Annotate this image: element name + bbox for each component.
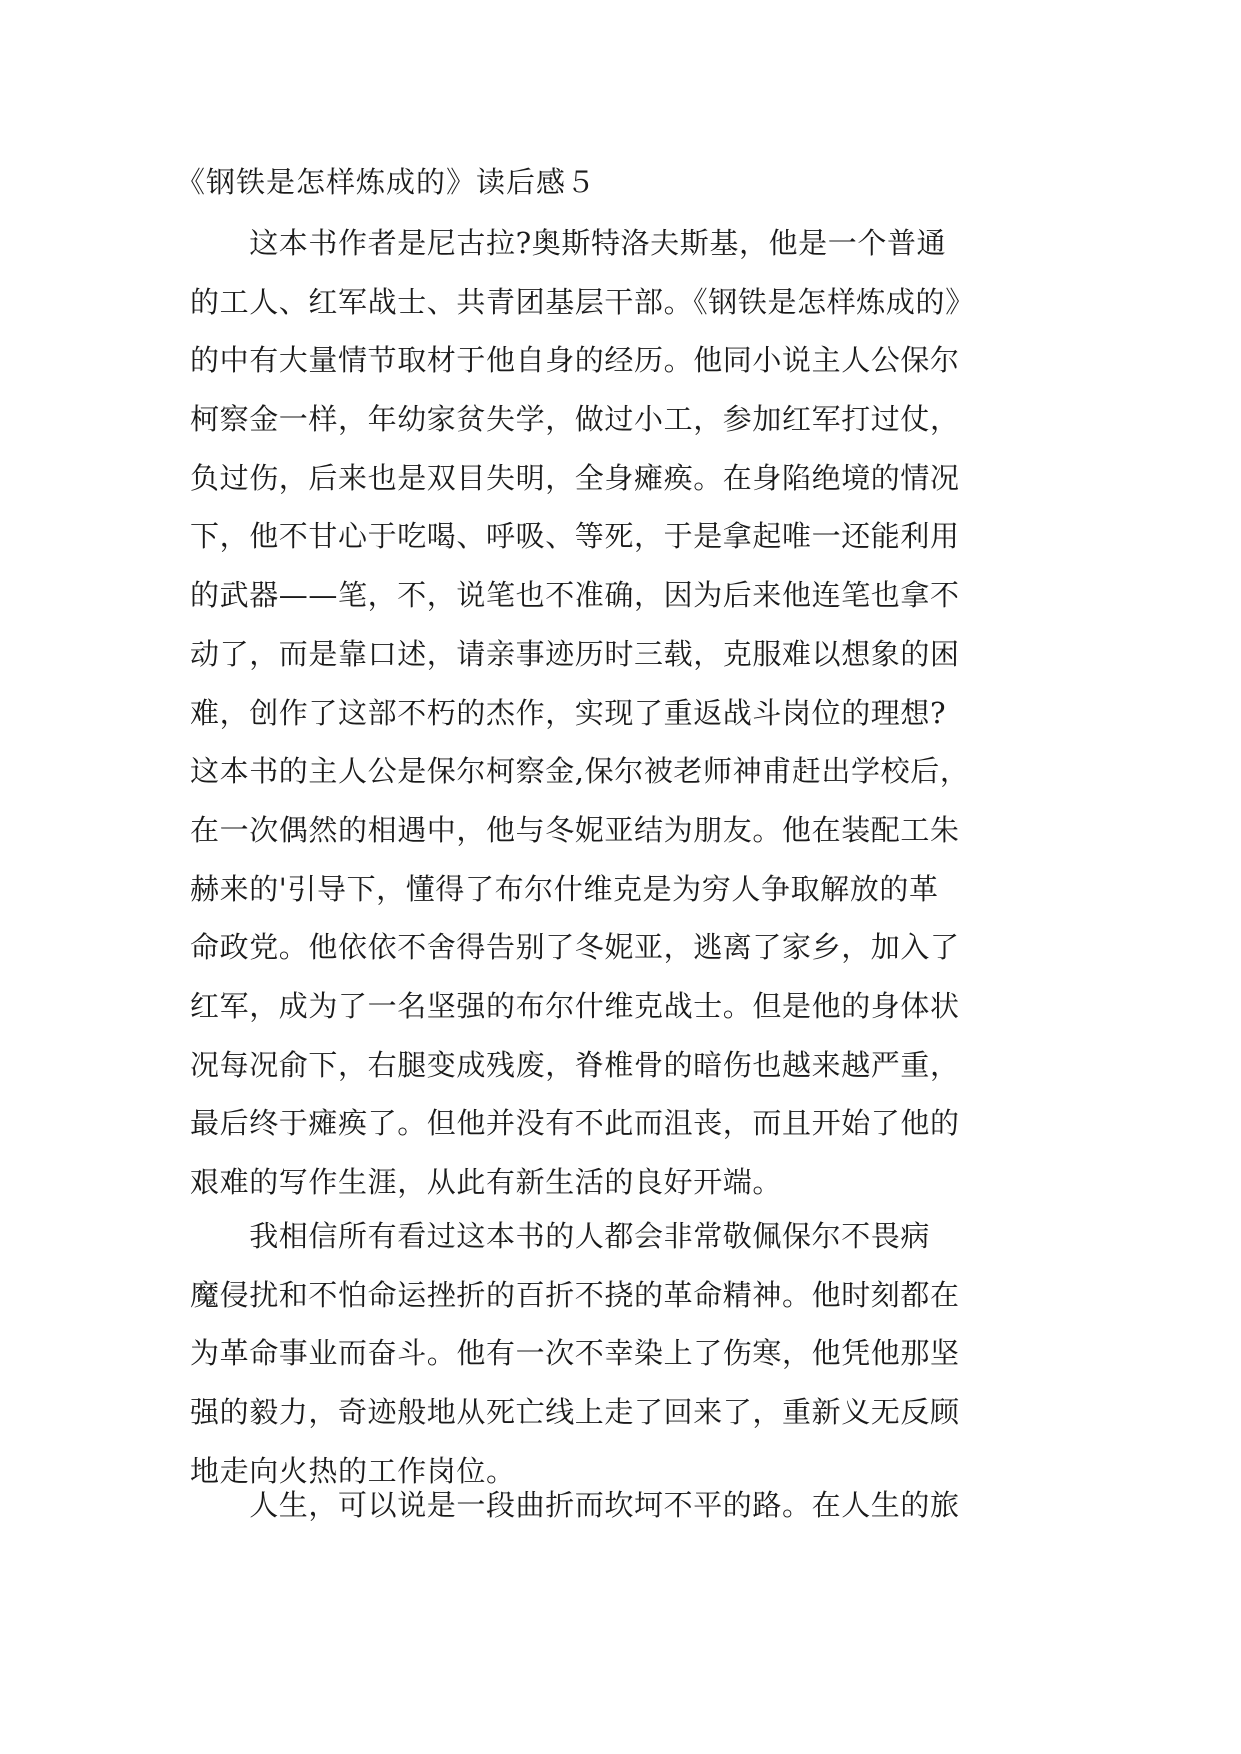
text-line: 的中有大量情节取材于他自身的经历。他同小说主人公保尔: [190, 343, 960, 378]
text-line: 命政党。他依依不舍得告别了冬妮亚，逃离了家乡，加入了: [190, 930, 960, 965]
text-line: 况每况俞下，右腿变成残废，脊椎骨的暗伤也越来越严重，: [190, 1047, 960, 1082]
text-line: 的工人、红军战士、共青团基层干部。《钢铁是怎样炼成的》: [190, 284, 975, 319]
text-line: 地走向火热的工作岗位。: [190, 1453, 516, 1488]
text-line: 赫来的'引导下，懂得了布尔什维克是为穷人争取解放的革: [190, 871, 939, 906]
text-line: 最后终于瘫痪了。但他并没有不此而沮丧，而且开始了他的: [190, 1106, 960, 1141]
paragraph-2: [190, 1207, 1070, 1500]
text-line: 柯察金一样，年幼家贫失学，做过小工，参加红军打过仗，: [190, 402, 960, 437]
text-line: 为革命事业而奋斗。他有一次不幸染上了伤寒，他凭他那坚: [190, 1336, 960, 1371]
text-line: 负过伤，后来也是双目失明，全身瘫痪。在身陷绝境的情况: [190, 460, 960, 495]
text-line: 人生，可以说是一段曲折而坎坷不平的路。在人生的旅: [190, 1488, 960, 1522]
text-line: 的武器——笔，不，说笔也不准确，因为后来他连笔也拿不: [190, 578, 960, 613]
text-line: 在一次偶然的相遇中，他与冬妮亚结为朋友。他在装配工朱: [190, 812, 960, 847]
text-line: 强的毅力，奇迹般地从死亡线上走了回来了，重新义无反顾: [190, 1395, 960, 1430]
text-line: 这本书作者是尼古拉?奥斯特洛夫斯基，他是一个普通: [190, 226, 947, 260]
paragraph-1: [190, 214, 1070, 1212]
text-line: 下，他不甘心于吃喝、呼吸、等死，于是拿起唯一还能利用: [190, 519, 960, 554]
text-line: 难，创作了这部不朽的杰作，实现了重返战斗岗位的理想?: [190, 695, 947, 730]
paragraph-3: [190, 1476, 1070, 1535]
text-line: 魔侵扰和不怕命运挫折的百折不挠的革命精神。他时刻都在: [190, 1277, 960, 1312]
text-line: 这本书的主人公是保尔柯察金,保尔被老师神甫赶出学校后，: [190, 754, 970, 789]
text-line: 我相信所有看过这本书的人都会非常敬佩保尔不畏病: [190, 1219, 931, 1253]
text-line: 动了，而是靠口述，请亲事迹历时三载，克服难以想象的困: [190, 636, 960, 671]
text-line: 艰难的写作生涯，从此有新生活的良好开端。: [190, 1165, 783, 1199]
text-line: 红军，成为了一名坚强的布尔什维克战士。但是他的身体状: [190, 988, 960, 1023]
document-title: 《钢铁是怎样炼成的》读后感５: [176, 165, 597, 199]
